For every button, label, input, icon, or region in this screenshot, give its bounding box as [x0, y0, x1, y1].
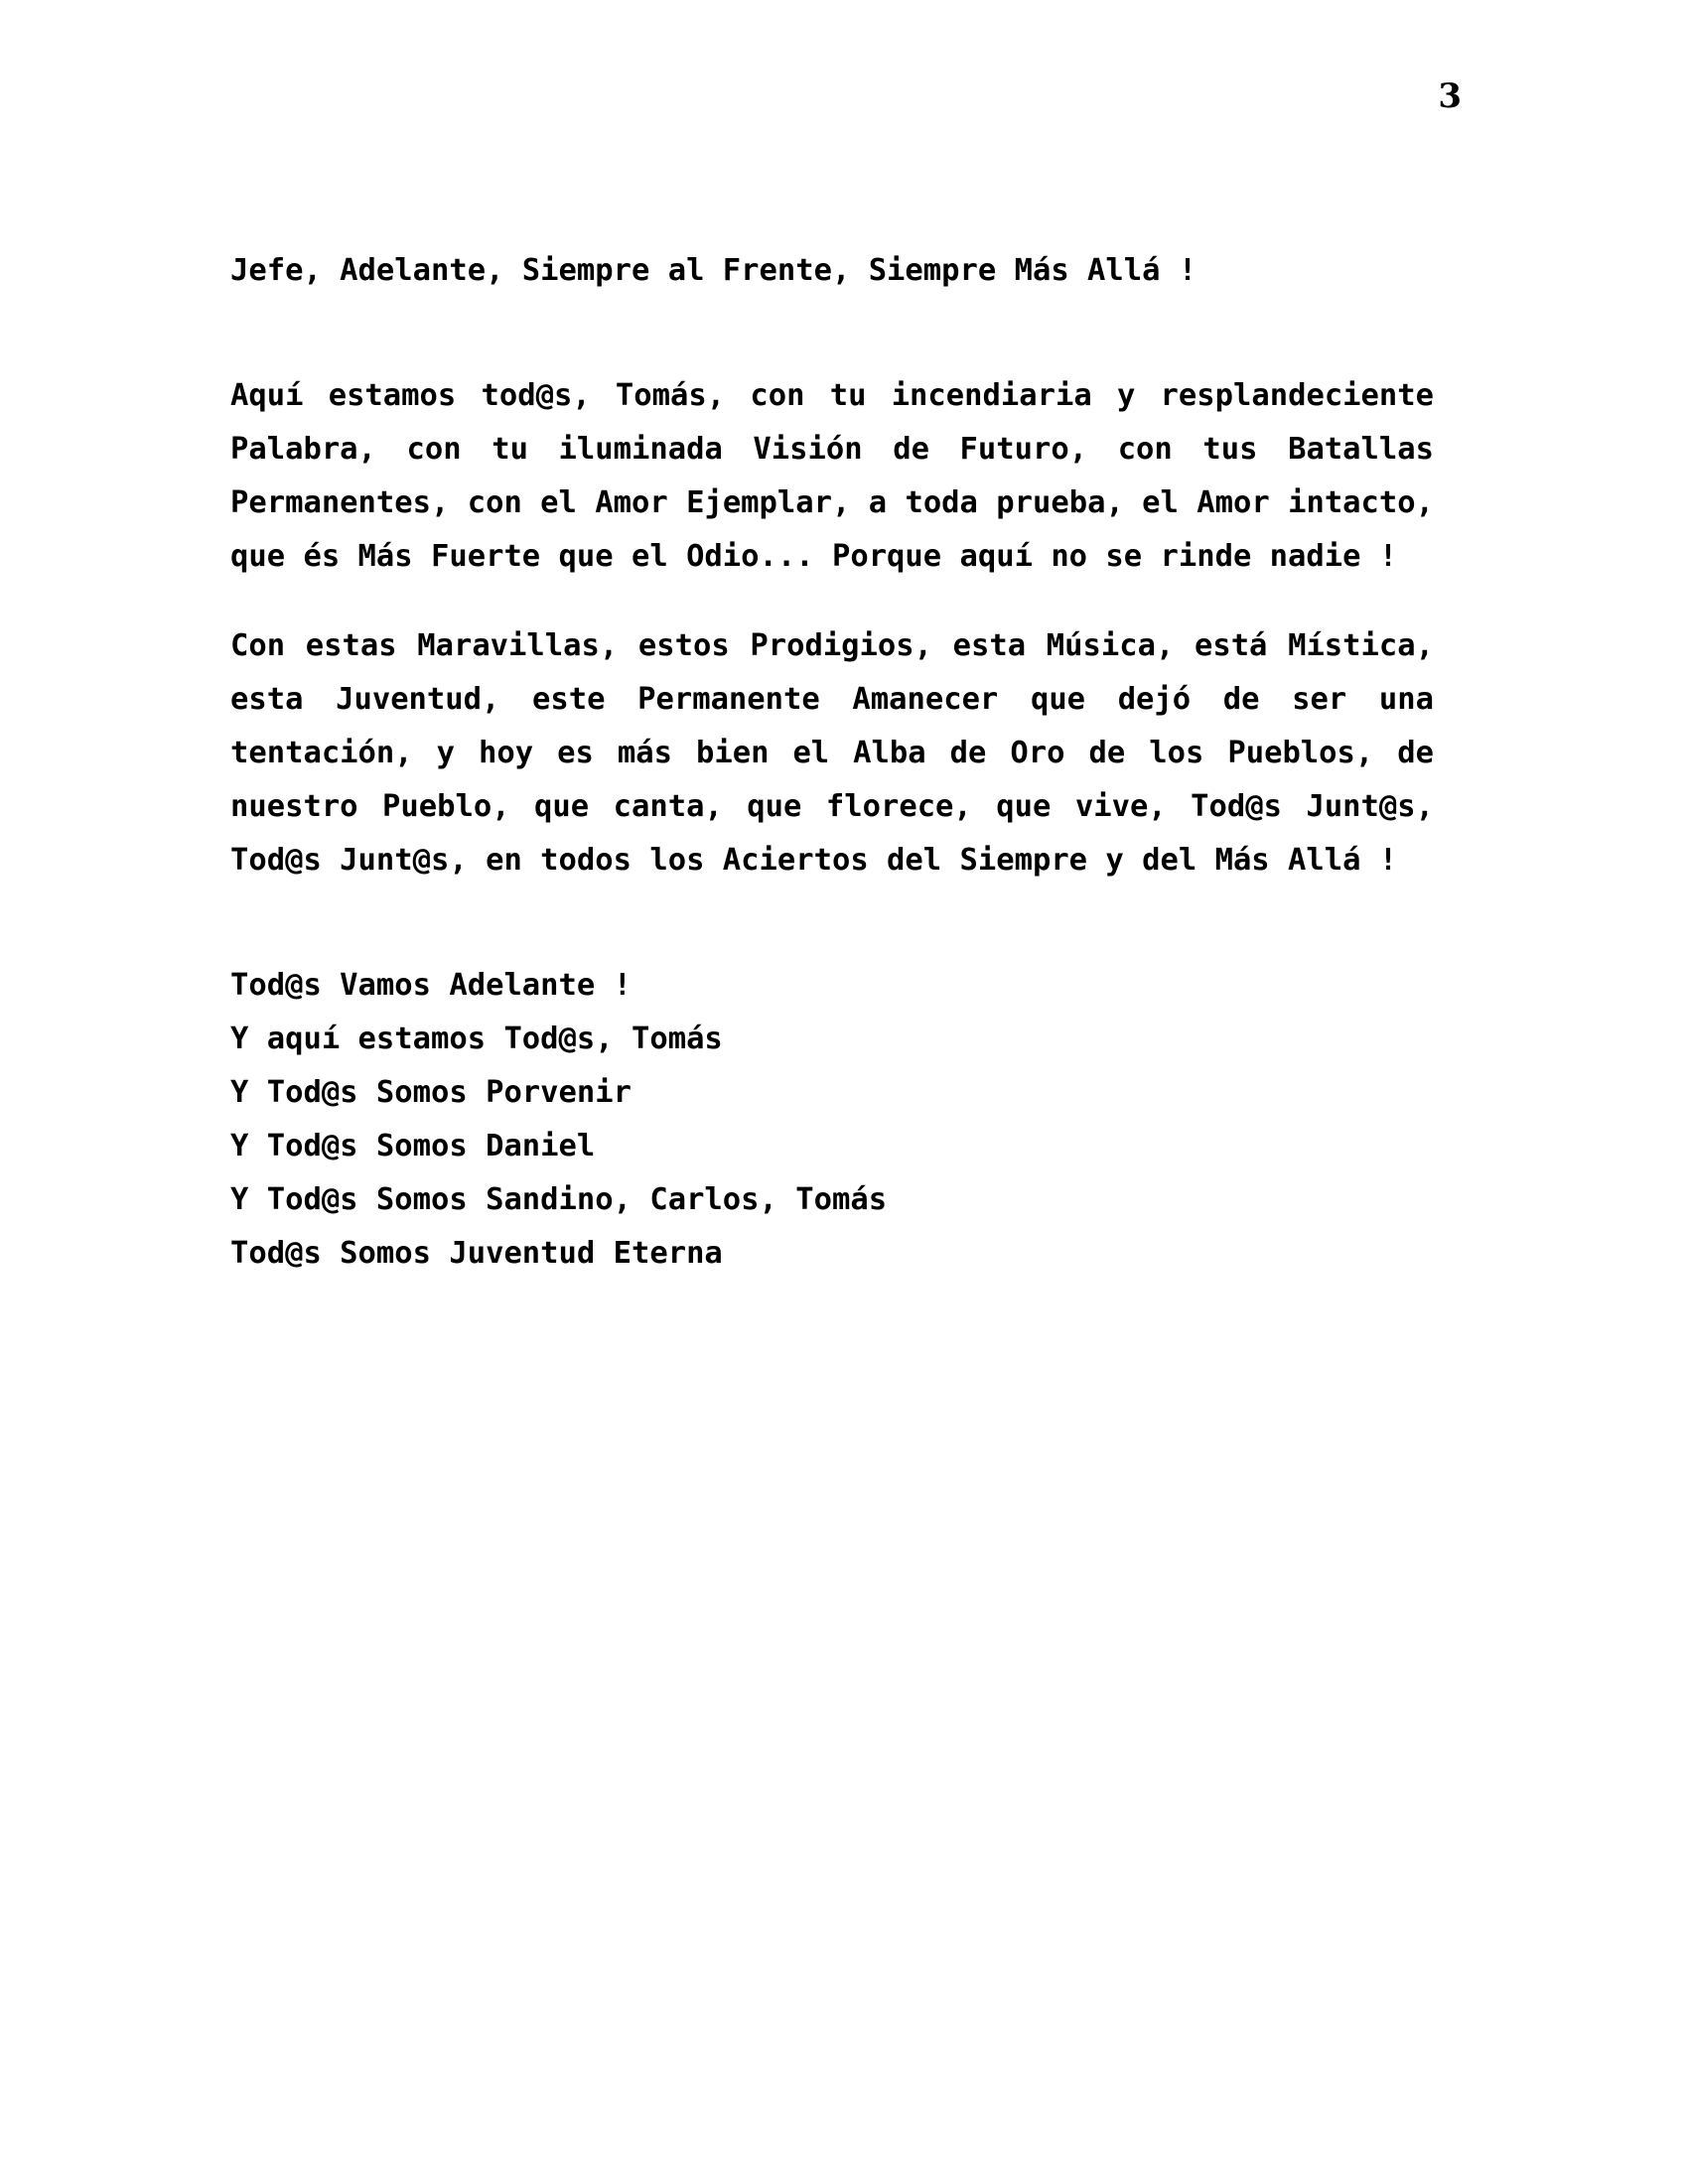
closing-line: Y Tod@s Somos Porvenir [230, 1074, 632, 1110]
closing-lines [230, 959, 1434, 1281]
page-number: 3 [1438, 76, 1462, 116]
paragraph-2: Aquí estamos tod@s, Tomás, con tu incendiaria y resplandeciente Palabra, con tu iluminada Visión de Futuro, con tus Batallas Permanentes, con el Amor Ejemplar, a toda prueba, el Amor intacto, que és Más Fuerte que el Odio... Porque aquí no se rinde nadie ! [230, 377, 1434, 574]
closing-line: Tod@s Somos Juventud Eterna [230, 1235, 723, 1271]
paragraph-spacer-3 [230, 887, 1434, 959]
closing-line: Y Tod@s Somos Daniel [230, 1128, 596, 1163]
paragraph-1: Jefe, Adelante, Siempre al Frente, Siempre Más Allá ! [230, 253, 1197, 288]
closing-line: Y Tod@s Somos Sandino, Carlos, Tomás [230, 1181, 888, 1217]
closing-line: Tod@s Vamos Adelante ! [230, 967, 632, 1003]
paragraph-3: Con estas Maravillas, estos Prodigios, esta Música, está Mística, esta Juventud, este Permanente Amanecer que dejó de ser una tentación, y hoy es más bien el Alba de Oro de los Pueblos, de nuestro Pueblo, que canta, que florece, que vive, Tod@s Junt@s, Tod@s Junt@s, en todos los Aciertos del Siempre y del Más Allá ! [230, 627, 1434, 878]
paragraph-spacer-1 [230, 298, 1434, 369]
closing-line: Y aquí estamos Tod@s, Tomás [230, 1021, 723, 1056]
document-body [230, 244, 1434, 1281]
paragraph-spacer-2 [230, 584, 1434, 619]
